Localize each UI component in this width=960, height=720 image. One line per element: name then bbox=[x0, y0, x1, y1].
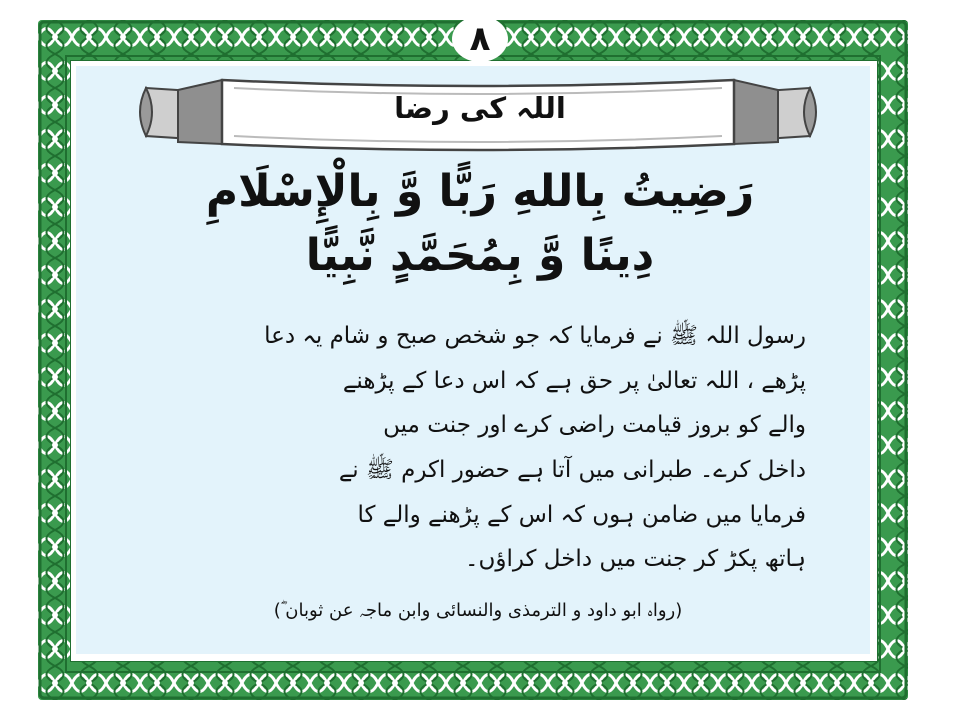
paragraph-line: داخل کرے۔ طبرانی میں آتا ہے حضور اکرم ﷺ نے bbox=[338, 457, 806, 484]
hadith-reference: (رواہ ابو داود و الترمذی والنسائی وابن ماجہ عن ثوبان ؓ) bbox=[273, 600, 683, 621]
paragraph-line: والے کو بروز قیامت راضی کرے اور جنت میں bbox=[383, 412, 806, 439]
dua-line-2: دِينًا وَّ بِمُحَمَّدٍ نَّبِيًّا bbox=[305, 230, 655, 281]
paragraph-line: رسول اللہ ﷺ نے فرمایا کہ جو شخص صبح و شام یہ دعا bbox=[264, 323, 806, 349]
page-title: اللہ کی رضا bbox=[394, 91, 566, 125]
paragraph-line: فرمایا میں ضامن ہوں کہ اس کے پڑھنے والے کا bbox=[357, 501, 806, 528]
page-number: ٨ bbox=[452, 16, 508, 62]
paragraph-line: پڑھے ، اللہ تعالیٰ پر حق ہے کہ اس دعا کے پڑھنے bbox=[342, 367, 806, 394]
dua-line-1: رَضِيتُ بِاللهِ رَبًّا وَّ بِالْإِسْلَامِ bbox=[205, 166, 755, 217]
paragraph-line: ہاتھ پکڑ کر جنت میں داخل کراؤں۔ bbox=[464, 546, 806, 573]
hadith-paragraph bbox=[150, 314, 806, 582]
